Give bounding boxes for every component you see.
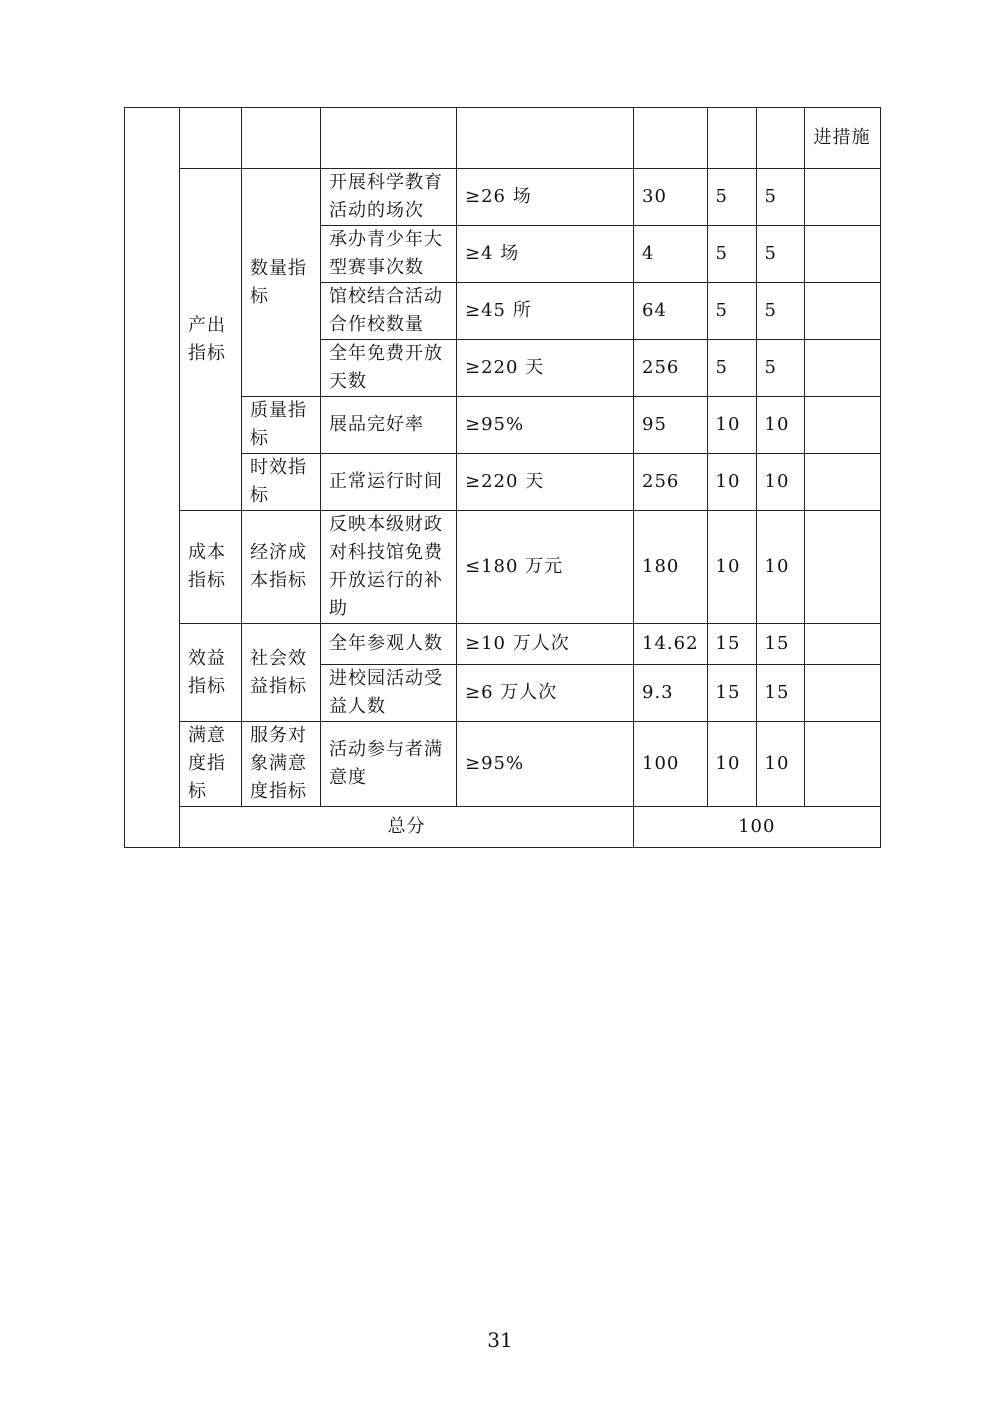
category-satisfaction: 满意度指标 xyxy=(180,722,242,807)
target-cell: ≥95% xyxy=(457,722,634,807)
weight-cell: 10 xyxy=(707,454,756,511)
total-label: 总分 xyxy=(180,807,634,848)
score-cell: 10 xyxy=(756,722,804,807)
page-number: 31 xyxy=(487,1328,513,1352)
subcategory-quantity: 数量指标 xyxy=(242,169,321,397)
score-cell: 5 xyxy=(756,169,804,226)
actual-cell: 256 xyxy=(634,340,708,397)
performance-table xyxy=(124,107,881,848)
weight-cell: 10 xyxy=(707,722,756,807)
score-cell: 10 xyxy=(756,397,804,454)
table-row xyxy=(125,511,881,624)
table-row xyxy=(125,624,881,665)
weight-cell: 5 xyxy=(707,340,756,397)
weight-cell: 10 xyxy=(707,397,756,454)
target-cell: ≥95% xyxy=(457,397,634,454)
actual-cell: 14.62 xyxy=(634,624,708,665)
actual-cell: 100 xyxy=(634,722,708,807)
weight-cell: 5 xyxy=(707,169,756,226)
weight-cell: 15 xyxy=(707,665,756,722)
indicator-cell: 进校园活动受益人数 xyxy=(321,665,457,722)
score-cell: 15 xyxy=(756,665,804,722)
score-cell: 5 xyxy=(756,226,804,283)
actual-cell: 4 xyxy=(634,226,708,283)
subcategory-economic-cost: 经济成本指标 xyxy=(242,511,321,624)
actual-cell: 95 xyxy=(634,397,708,454)
subcategory-quality: 质量指标 xyxy=(242,397,321,454)
table-row xyxy=(125,108,881,169)
weight-cell: 5 xyxy=(707,283,756,340)
target-cell: ≥45 所 xyxy=(457,283,634,340)
indicator-cell: 馆校结合活动合作校数量 xyxy=(321,283,457,340)
target-cell: ≥220 天 xyxy=(457,454,634,511)
weight-cell: 10 xyxy=(707,511,756,624)
actual-cell: 30 xyxy=(634,169,708,226)
subcategory-social-benefit: 社会效益指标 xyxy=(242,624,321,722)
actual-cell: 180 xyxy=(634,511,708,624)
actual-cell: 9.3 xyxy=(634,665,708,722)
category-benefit: 效益指标 xyxy=(180,624,242,722)
target-cell: ≤180 万元 xyxy=(457,511,634,624)
table-row xyxy=(125,722,881,807)
target-cell: ≥10 万人次 xyxy=(457,624,634,665)
target-cell: ≥220 天 xyxy=(457,340,634,397)
subcategory-service-satisfaction: 服务对象满意度指标 xyxy=(242,722,321,807)
total-row xyxy=(125,807,881,848)
score-cell: 5 xyxy=(756,340,804,397)
indicator-cell: 全年免费开放天数 xyxy=(321,340,457,397)
indicator-cell: 正常运行时间 xyxy=(321,454,457,511)
total-value: 100 xyxy=(634,807,881,848)
subcategory-timeliness: 时效指标 xyxy=(242,454,321,511)
target-cell: ≥26 场 xyxy=(457,169,634,226)
weight-cell: 5 xyxy=(707,226,756,283)
indicator-cell: 承办青少年大型赛事次数 xyxy=(321,226,457,283)
weight-cell: 15 xyxy=(707,624,756,665)
indicator-cell: 开展科学教育活动的场次 xyxy=(321,169,457,226)
score-cell: 10 xyxy=(756,511,804,624)
target-cell: ≥6 万人次 xyxy=(457,665,634,722)
score-cell: 5 xyxy=(756,283,804,340)
target-cell: ≥4 场 xyxy=(457,226,634,283)
outer-blank-cell xyxy=(125,108,180,848)
category-cost: 成本指标 xyxy=(180,511,242,624)
score-cell: 10 xyxy=(756,454,804,511)
actual-cell: 64 xyxy=(634,283,708,340)
indicator-cell: 反映本级财政对科技馆免费开放运行的补助 xyxy=(321,511,457,624)
indicator-cell: 活动参与者满意度 xyxy=(321,722,457,807)
score-cell: 15 xyxy=(756,624,804,665)
table-row xyxy=(125,169,881,226)
continuation-cell: 进措施 xyxy=(804,108,880,169)
indicator-cell: 全年参观人数 xyxy=(321,624,457,665)
category-output: 产出指标 xyxy=(180,169,242,511)
indicator-cell: 展品完好率 xyxy=(321,397,457,454)
actual-cell: 256 xyxy=(634,454,708,511)
